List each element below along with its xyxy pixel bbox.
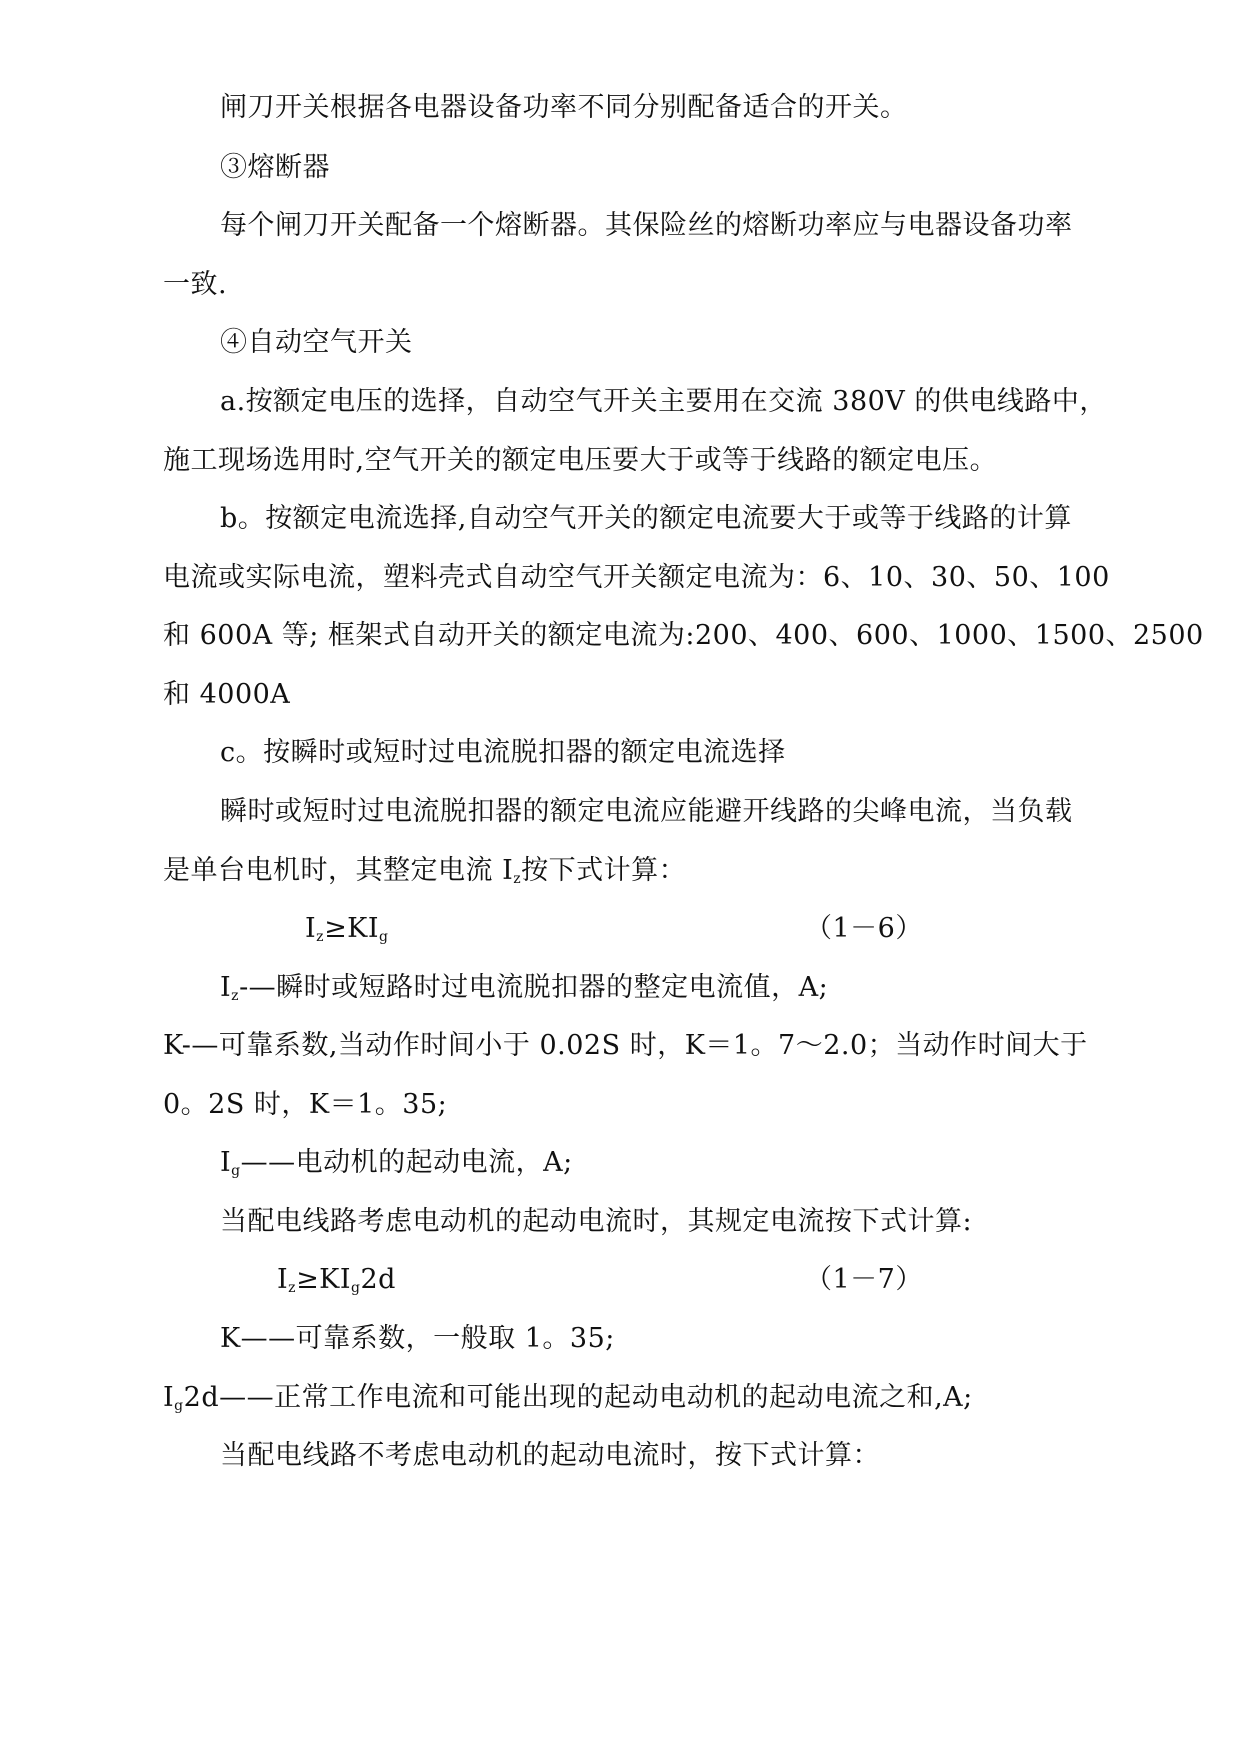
paragraph-line: a.按额定电压的选择，自动空气开关主要用在交流 380V 的供电线路中， [220,386,1107,417]
subscript: z [288,1280,297,1296]
paragraph-line: 一致. [163,269,228,300]
text-run: -—瞬时或短路时过电流脱扣器的整定电流值，A; [239,972,829,1003]
subscript: z [513,871,522,887]
paragraph-line: 每个闸刀开关配备一个熔断器。其保险丝的熔断功率应与电器设备功率 [220,210,1073,241]
paragraph-line: 电流或实际电流，塑料壳式自动空气开关额定电流为：6、10、30、50、100 [163,562,1110,593]
paragraph-line: 0。2S 时，K＝1。35; [163,1089,448,1120]
subscript: g [174,1398,184,1414]
text-run: I [220,972,232,1003]
text-run: I [220,1147,232,1178]
text-run: ——电动机的起动电流，A; [240,1147,573,1178]
paragraph-line: 当配电线路考虑电动机的起动电流时，其规定电流按下式计算: [220,1206,973,1237]
paragraph-line: K——可靠系数，一般取 1。35; [220,1323,615,1354]
subscript: g [231,1163,241,1179]
text-run: ≥KI [296,1264,352,1295]
equation-number: （1－7） [805,1264,923,1295]
subscript: g [379,929,389,945]
paragraph-line: K-—可靠系数,当动作时间小于 0.02S 时，K＝1。7～2.0；当动作时间大于 [163,1030,1088,1061]
paragraph-line: 和 600A 等; 框架式自动开关的额定电流为:200、400、600、1000、1500、2500 [163,620,1204,651]
paragraph-line: c。按瞬时或短时过电流脱扣器的额定电流选择 [220,737,786,768]
paragraph-line: 当配电线路不考虑电动机的起动电流时，按下式计算： [220,1440,880,1471]
paragraph-line: 施工现场选用时,空气开关的额定电压要大于或等于线路的额定电压。 [163,445,998,476]
paragraph-line [163,1378,973,1426]
formula-1-6 [305,909,389,957]
subscript: z [231,988,240,1004]
paragraph-line [220,968,828,1016]
subscript: z [316,929,325,945]
text-run: I [163,1382,175,1413]
paragraph-line: 和 4000A [163,679,291,710]
paragraph-line: 闸刀开关根据各电器设备功率不同分别配备适合的开关。 [220,92,908,123]
text-run: I [305,913,317,944]
section-heading: ③熔断器 [220,152,330,183]
subscript: g [351,1280,361,1296]
paragraph-line: b。按额定电流选择,自动空气开关的额定电流要大于或等于线路的计算 [220,503,1072,534]
text-run: 2d [360,1264,396,1295]
formula-1-7 [277,1260,396,1308]
equation-number: （1－6） [805,913,923,944]
text-run: 是单台电机时，其整定电流 I [163,855,514,886]
text-run: ≥KI [324,913,380,944]
text-run: 按下式计算： [521,855,687,886]
paragraph-line: 瞬时或短时过电流脱扣器的额定电流应能避开线路的尖峰电流，当负载 [220,796,1073,827]
text-run: 2d——正常工作电流和可能出现的起动电动机的起动电流之和,A; [183,1382,973,1413]
paragraph-line [220,1143,573,1191]
text-run: I [277,1264,289,1295]
section-heading: ④自动空气开关 [220,327,413,358]
paragraph-line [163,851,686,899]
